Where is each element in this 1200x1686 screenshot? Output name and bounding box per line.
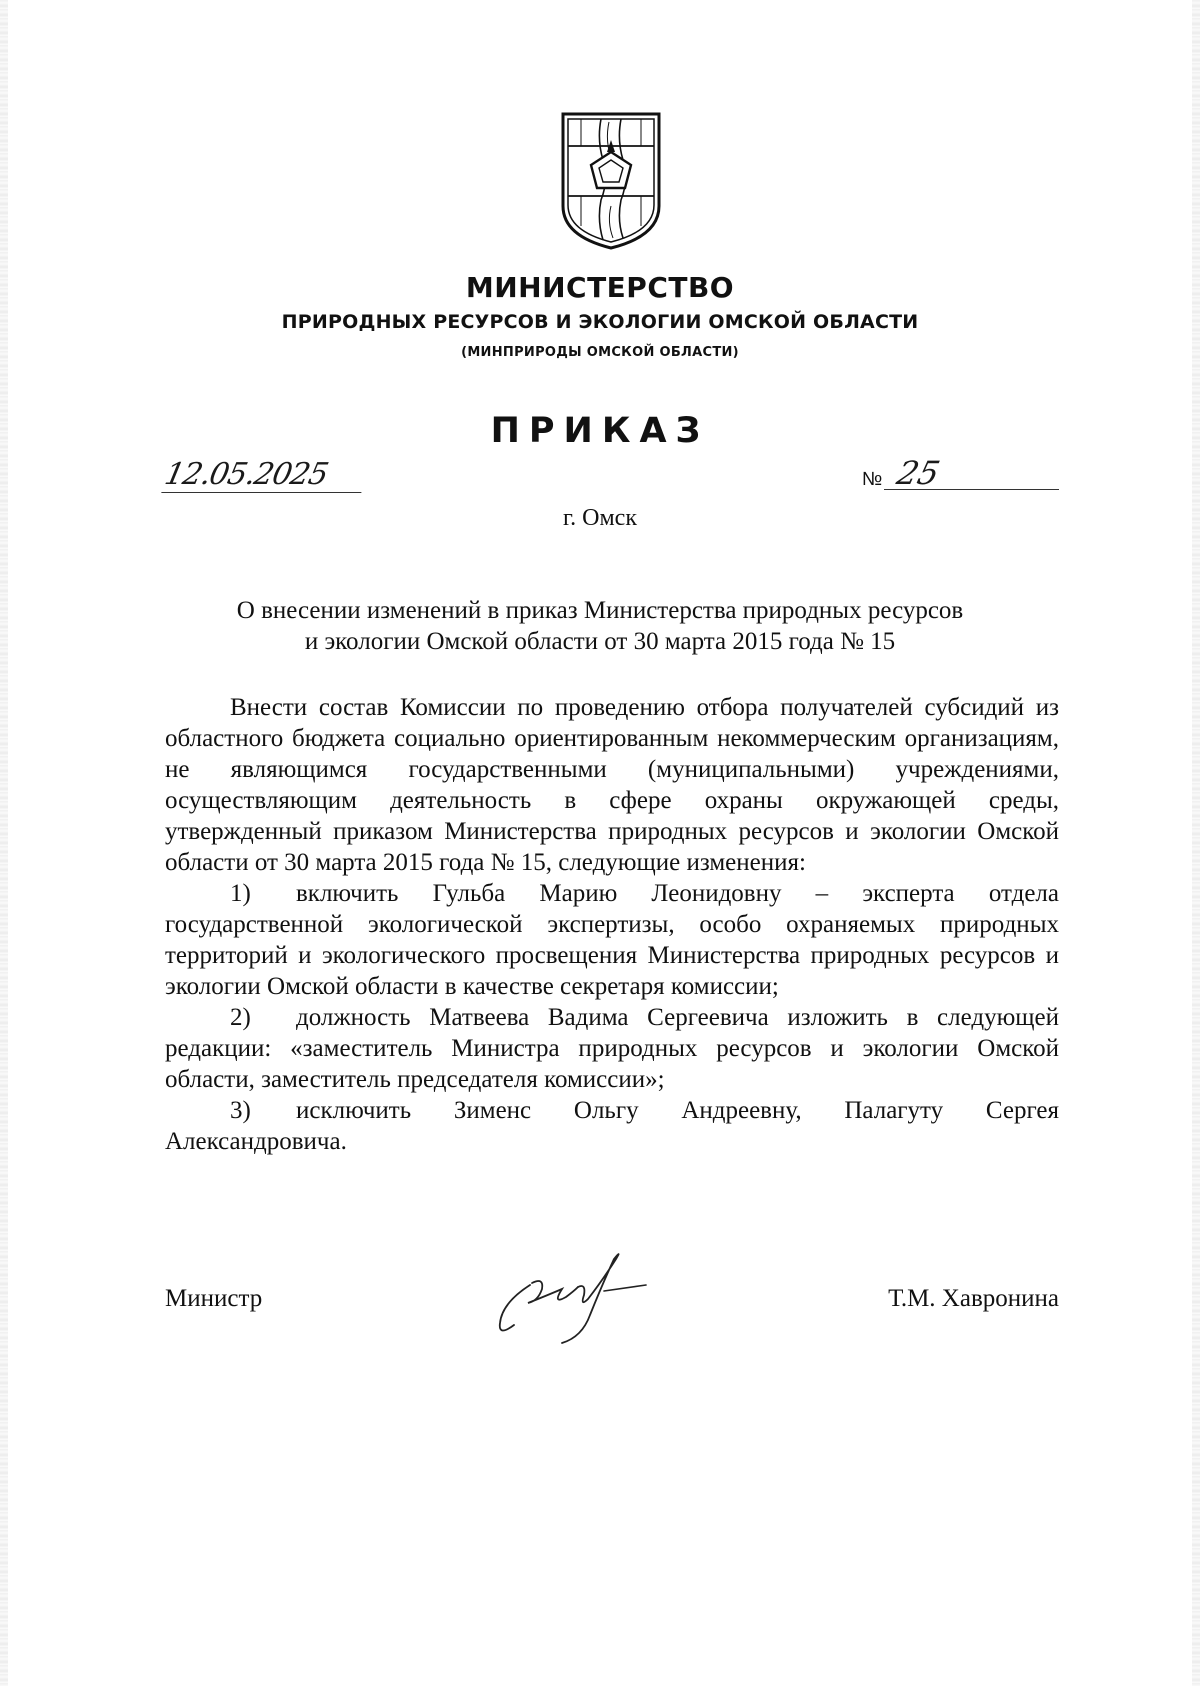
signatory-name: Т.М. Хавронина	[888, 1285, 1059, 1312]
document-date: 12.05.2025	[161, 458, 368, 493]
ministry-title: МИНИСТЕРСТВО	[465, 271, 735, 304]
item-number: 1)	[230, 880, 251, 907]
document-type: ПРИКАЗ	[490, 411, 710, 451]
number-label: №	[862, 469, 883, 490]
item-text: исключить Зименс Ольгу Андреевну, Палагуту Сергея Александровича.	[165, 1097, 1059, 1155]
item-number: 3)	[230, 1097, 251, 1124]
scan-edge-right	[1192, 0, 1200, 1686]
title-line-2: и экологии Омской области от 30 марта 2015 года № 15	[304, 628, 896, 655]
ministry-full-name: ПРИРОДНЫХ РЕСУРСОВ И ЭКОЛОГИИ ОМСКОЙ ОБЛАСТИ	[281, 311, 919, 333]
document-number: 25	[893, 454, 944, 492]
document-city: г. Омск	[563, 505, 637, 531]
coat-of-arms-icon	[559, 110, 663, 252]
item-text: включить Гульба Марию Леонидовну – эксперта отдела государственной экологической экспертизы, особо охраняемых природных территорий и экологического просвещения Министерства природных ресурсов и экологии Омской области в качестве секретаря комиссии;	[165, 880, 1059, 1000]
scan-edge-left	[0, 0, 8, 1686]
list-item	[165, 878, 1059, 1002]
item-text: должность Матвеева Вадима Сергеевича изложить в следующей редакции: «заместитель Министра природных ресурсов и экологии Омской области, заместитель председателя комиссии»;	[165, 1004, 1059, 1093]
item-number: 2)	[230, 1004, 251, 1031]
document-title	[180, 595, 1020, 657]
body-intro: Внести состав Комиссии по проведению отбора получателей субсидий из областного бюджета социально ориентированным некоммерческим организациям, не являющимся государственными (муниципальными) учреждениями, осуществляющим деятельность в сфере охраны окружающей среды, утвержденный приказом Министерства природных ресурсов и экологии Омской области от 30 марта 2015 года № 15, следующие изменения:	[165, 694, 1059, 876]
list-item	[165, 1002, 1059, 1095]
handwritten-signature	[492, 1245, 682, 1345]
signatory-role: Министр	[165, 1285, 263, 1312]
ministry-short-name: (МИНПРИРОДЫ ОМСКОЙ ОБЛАСТИ)	[461, 345, 739, 360]
list-item	[165, 1095, 1059, 1157]
title-line-1: О внесении изменений в приказ Министерства природных ресурсов	[236, 597, 964, 624]
document-body	[165, 692, 1059, 1157]
